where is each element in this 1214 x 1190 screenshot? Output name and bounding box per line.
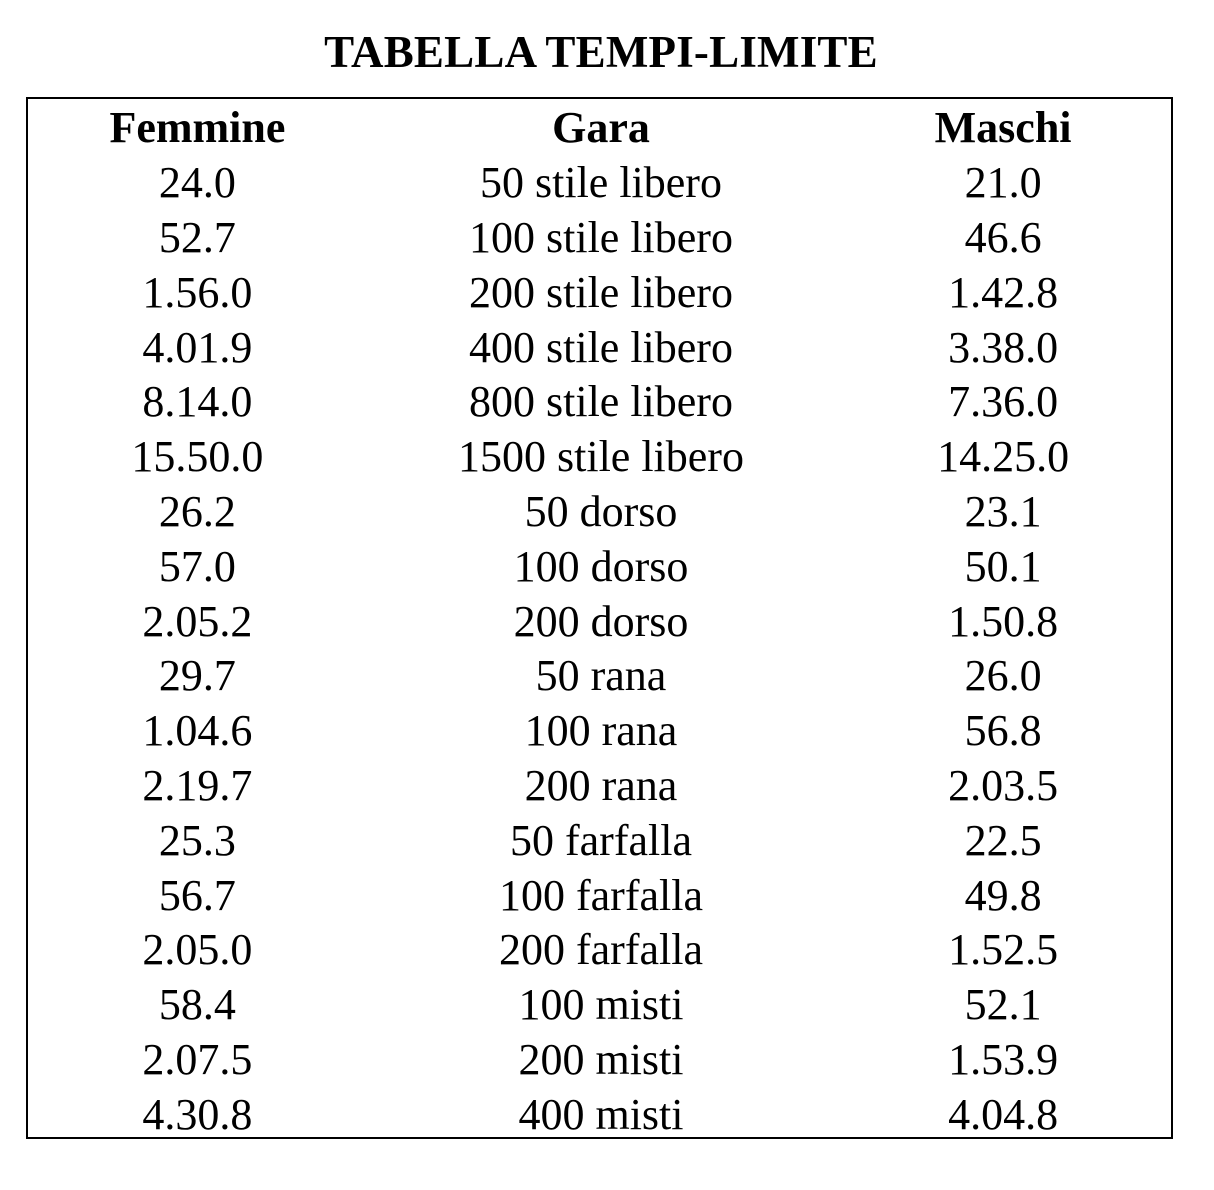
cell-femmine: 52.7 bbox=[158, 212, 236, 262]
cell-femmine: 2.07.5 bbox=[142, 1034, 253, 1084]
cell-femmine: 2.19.7 bbox=[142, 760, 253, 810]
cell-maschi: 21.0 bbox=[964, 158, 1042, 208]
cell-gara: 200 rana bbox=[524, 760, 678, 810]
cell-gara: 100 rana bbox=[524, 706, 678, 756]
table-row bbox=[28, 156, 1171, 211]
cell-maschi: 1.42.8 bbox=[948, 267, 1059, 317]
cell-femmine: 2.05.2 bbox=[142, 596, 253, 646]
table-row bbox=[28, 430, 1171, 485]
cell-maschi: 46.6 bbox=[964, 212, 1042, 262]
table-row bbox=[28, 868, 1171, 923]
cell-maschi: 1.52.5 bbox=[948, 925, 1059, 975]
cell-femmine: 58.4 bbox=[158, 980, 236, 1030]
cell-femmine: 2.05.0 bbox=[142, 925, 253, 975]
table-row bbox=[28, 978, 1171, 1033]
table-row bbox=[28, 923, 1171, 978]
table-row bbox=[28, 485, 1171, 540]
cell-maschi: 3.38.0 bbox=[948, 322, 1059, 372]
cell-maschi: 2.03.5 bbox=[948, 760, 1059, 810]
cell-gara: 200 farfalla bbox=[498, 925, 703, 975]
cell-femmine: 8.14.0 bbox=[142, 377, 253, 427]
table-row bbox=[28, 759, 1171, 814]
table-body bbox=[28, 156, 1171, 1142]
table-row bbox=[28, 1033, 1171, 1088]
cell-gara: 200 misti bbox=[518, 1034, 684, 1084]
time-limits-table bbox=[26, 97, 1173, 1139]
table-row bbox=[28, 1087, 1171, 1142]
cell-femmine: 25.3 bbox=[158, 815, 236, 865]
header-gara: Gara bbox=[552, 103, 650, 153]
cell-femmine: 4.30.8 bbox=[142, 1089, 253, 1139]
cell-gara: 400 misti bbox=[518, 1089, 684, 1139]
table-row bbox=[28, 539, 1171, 594]
cell-gara: 50 dorso bbox=[524, 486, 678, 536]
table-row bbox=[28, 704, 1171, 759]
cell-gara: 100 misti bbox=[518, 980, 684, 1030]
cell-gara: 200 stile libero bbox=[469, 267, 733, 317]
cell-femmine: 29.7 bbox=[158, 651, 236, 701]
cell-gara: 100 farfalla bbox=[498, 870, 703, 920]
cell-gara: 100 dorso bbox=[513, 541, 689, 591]
table-row bbox=[28, 375, 1171, 430]
page-title: TABELLA TEMPI-LIMITE bbox=[324, 27, 878, 77]
cell-femmine: 26.2 bbox=[158, 486, 236, 536]
cell-femmine: 4.01.9 bbox=[142, 322, 253, 372]
cell-gara: 400 stile libero bbox=[469, 322, 733, 372]
cell-maschi: 7.36.0 bbox=[948, 377, 1059, 427]
cell-maschi: 1.50.8 bbox=[948, 596, 1059, 646]
cell-femmine: 15.50.0 bbox=[131, 432, 264, 482]
cell-maschi: 56.8 bbox=[964, 706, 1042, 756]
cell-maschi: 1.53.9 bbox=[948, 1034, 1059, 1084]
cell-maschi: 26.0 bbox=[964, 651, 1042, 701]
cell-gara: 50 farfalla bbox=[509, 815, 692, 865]
table-row bbox=[28, 813, 1171, 868]
cell-gara: 200 dorso bbox=[513, 596, 689, 646]
cell-femmine: 56.7 bbox=[158, 870, 236, 920]
cell-gara: 800 stile libero bbox=[469, 377, 733, 427]
header-femmine: Femmine bbox=[109, 103, 286, 153]
table-row bbox=[28, 211, 1171, 266]
cell-femmine: 1.56.0 bbox=[142, 267, 253, 317]
cell-femmine: 57.0 bbox=[158, 541, 236, 591]
cell-maschi: 4.04.8 bbox=[948, 1089, 1059, 1139]
header-maschi: Maschi bbox=[934, 103, 1072, 153]
cell-gara: 50 rana bbox=[535, 651, 667, 701]
table-row bbox=[28, 649, 1171, 704]
cell-maschi: 50.1 bbox=[964, 541, 1042, 591]
cell-gara: 100 stile libero bbox=[469, 212, 733, 262]
table-row bbox=[28, 320, 1171, 375]
table-header-row bbox=[28, 101, 1171, 156]
table-grid bbox=[28, 101, 1171, 1142]
table-row bbox=[28, 265, 1171, 320]
cell-maschi: 22.5 bbox=[964, 815, 1042, 865]
cell-gara: 50 stile libero bbox=[480, 158, 722, 208]
cell-femmine: 1.04.6 bbox=[142, 706, 253, 756]
cell-maschi: 14.25.0 bbox=[937, 432, 1070, 482]
table-row bbox=[28, 594, 1171, 649]
cell-maschi: 23.1 bbox=[964, 486, 1042, 536]
cell-maschi: 49.8 bbox=[964, 870, 1042, 920]
cell-femmine: 24.0 bbox=[158, 158, 236, 208]
cell-maschi: 52.1 bbox=[964, 980, 1042, 1030]
cell-gara: 1500 stile libero bbox=[458, 432, 744, 482]
